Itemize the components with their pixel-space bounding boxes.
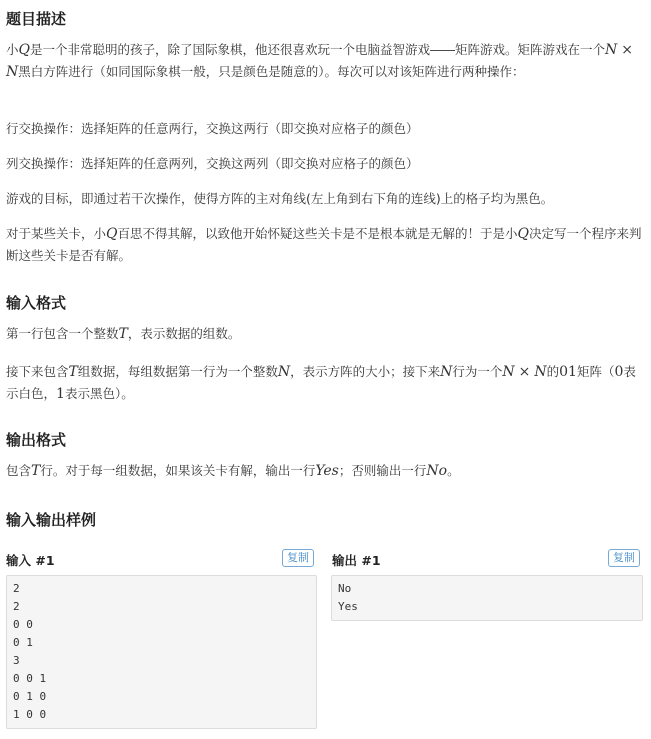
output-format-paragraph: 包含T行。对于每一组数据，如果该关卡有解，输出一行Yes；否则输出一行No。 [6,463,460,479]
sample-input-line: 0 0 [13,618,33,631]
input-format-paragraph-1: 第一行包含一个整数T，表示数据的组数。 [6,326,241,342]
sample-input-box[interactable] [6,575,317,729]
copy-output-button[interactable]: 复制 [608,549,640,567]
input-format-title: 输入格式 [6,294,67,312]
description-paragraph-4: 游戏的目标，即通过若干次操作，使得方阵的主对角线(左上角到右下角的连线)上的格子均为黑色。 [6,191,554,206]
sample-input-line: 0 1 [13,636,33,649]
input-format-paragraph-2: 接下来包含T组数据，每组数据第一行为一个整数N，表示方阵的大小；接下来N行为一个N × N的01矩阵（0表示白色，1表示黑色）。 [6,364,636,402]
description-paragraph-5: 对于某些关卡，小Q百思不得其解，以致他开始怀疑这些关卡是不是根本就是无解的！于是小Q决定写一个程序来判断这些关卡是否有解。 [6,226,642,263]
sample-input-line: 3 [13,654,20,667]
sample-input-line: 1 0 0 [13,708,47,721]
description-title: 题目描述 [6,10,67,28]
sample-output-label: 输出 #1 [332,553,381,568]
output-format-title: 输出格式 [6,431,67,449]
sample-input-line: 2 [13,600,20,613]
samples-title: 输入输出样例 [6,511,97,529]
description-paragraph-1: 小Q是一个非常聪明的孩子，除了国际象棋，他还很喜欢玩一个电脑益智游戏――矩阵游戏。矩阵游戏在一个N × N黑白方阵进行（如同国际象棋一般，只是颜色是随意的）。每次可以对该矩阵进行两种操作： [6,42,633,80]
sample-input-line: 2 [13,582,20,595]
sample-input-line: 0 0 1 [13,672,47,685]
sample-output-line: Yes [338,600,358,613]
sample-input-label: 输入 #1 [6,553,55,568]
copy-input-button[interactable]: 复制 [282,549,314,567]
sample-output-box[interactable] [331,575,643,621]
description-paragraph-2: 行交换操作：选择矩阵的任意两行，交换这两行（即交换对应格子的颜色） [6,121,419,136]
sample-input-line: 0 1 0 [13,690,47,703]
description-paragraph-3: 列交换操作：选择矩阵的任意两列，交换这两列（即交换对应格子的颜色） [6,156,419,171]
sample-output-line: No [338,582,352,595]
